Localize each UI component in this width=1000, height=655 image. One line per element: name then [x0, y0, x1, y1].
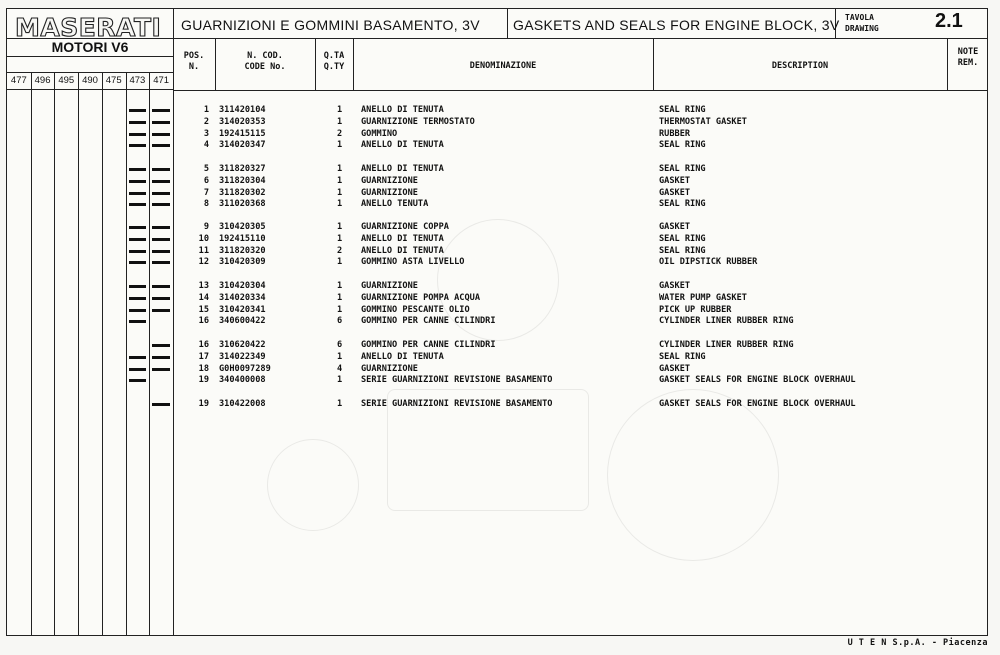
part-position: 16: [198, 340, 209, 350]
applicability-mark: [152, 344, 170, 347]
faint-diagram-circle: [607, 389, 779, 561]
applicability-mark: [129, 238, 147, 241]
drawing-label-it: TAVOLA: [845, 13, 874, 22]
part-quantity: 1: [337, 105, 343, 115]
part-position: 8: [203, 199, 209, 210]
part-denominazione: SERIE GUARNIZIONI REVISIONE BASAMENTO: [361, 399, 553, 409]
part-quantity: 1: [337, 222, 343, 232]
part-denominazione: GUARNIZIONE: [361, 187, 418, 198]
part-quantity: 2: [337, 245, 343, 256]
part-quantity: 4: [337, 363, 343, 374]
part-description: THERMOSTAT GASKET: [659, 116, 747, 127]
header-pos-line2: N.: [188, 62, 200, 72]
applicability-mark: [152, 297, 170, 300]
applicability-mark: [129, 168, 147, 171]
engines-models-divider: [7, 72, 173, 73]
part-description: SEAL RING: [659, 199, 706, 210]
header-denominazione: DENOMINAZIONE: [469, 61, 537, 71]
applicability-mark: [129, 309, 147, 312]
part-denominazione: SERIE GUARNIZIONI REVISIONE BASAMENTO: [361, 375, 553, 386]
part-position: 18: [198, 363, 209, 374]
part-code: 192415115: [219, 128, 266, 139]
header-description: DESCRIPTION: [771, 61, 829, 71]
part-denominazione: GUARNIZIONE TERMOSTATO: [361, 116, 475, 127]
part-code: 314022349: [219, 351, 266, 362]
part-description: SEAL RING: [659, 164, 706, 174]
applicability-mark: [152, 168, 170, 171]
part-description: GASKET SEALS FOR ENGINE BLOCK OVERHAUL: [659, 399, 856, 409]
part-code: 311820304: [219, 175, 266, 186]
part-description: SEAL RING: [659, 351, 706, 362]
applicability-mark: [152, 203, 170, 206]
part-description: GASKET SEALS FOR ENGINE BLOCK OVERHAUL: [659, 375, 856, 386]
engine-model-471: 471: [153, 75, 170, 86]
part-code: 310420341: [219, 304, 266, 315]
part-description: GASKET: [659, 175, 691, 186]
part-quantity: 1: [337, 140, 343, 151]
maserati-logo: MASERATI: [15, 13, 162, 42]
part-code: 310620422: [219, 340, 266, 350]
part-quantity: 6: [337, 340, 343, 350]
applicability-mark: [152, 238, 170, 241]
part-code: 311820327: [219, 164, 266, 174]
part-code: 314020334: [219, 292, 266, 303]
engine-model-495: 495: [58, 75, 75, 86]
part-description: SEAL RING: [659, 233, 706, 244]
part-code: 310420305: [219, 222, 266, 232]
part-description: CYLINDER LINER RUBBER RING: [659, 316, 794, 327]
part-description: CYLINDER LINER RUBBER RING: [659, 340, 794, 350]
part-code: 314020347: [219, 140, 266, 151]
part-quantity: 1: [337, 116, 343, 127]
applicability-mark: [152, 250, 170, 253]
part-denominazione: GUARNIZIONE: [361, 175, 418, 186]
part-denominazione: GUARNIZIONE: [361, 363, 418, 374]
part-quantity: 1: [337, 304, 343, 315]
part-position: 12: [198, 257, 209, 268]
part-quantity: 6: [337, 316, 343, 327]
part-position: 4: [203, 140, 209, 151]
part-description: WATER PUMP GASKET: [659, 292, 747, 303]
table-row: [7, 316, 989, 327]
header-pos: [173, 51, 215, 73]
part-position: 17: [198, 351, 209, 362]
part-denominazione: ANELLO DI TENUTA: [361, 233, 444, 244]
part-position: 6: [203, 175, 209, 186]
applicability-mark: [129, 109, 147, 112]
applicability-mark: [152, 180, 170, 183]
applicability-mark: [129, 368, 147, 371]
part-position: 15: [198, 304, 209, 315]
part-code: 192415110: [219, 233, 266, 244]
part-quantity: 1: [337, 351, 343, 362]
part-denominazione: GUARNIZIONE: [361, 281, 418, 291]
header-note-line1: NOTE: [957, 47, 979, 57]
part-denominazione: GUARNIZIONE POMPA ACQUA: [361, 292, 480, 303]
part-denominazione: GOMMINO ASTA LIVELLO: [361, 257, 465, 268]
applicability-mark: [152, 226, 170, 229]
applicability-mark: [129, 192, 147, 195]
part-denominazione: ANELLO DI TENUTA: [361, 140, 444, 151]
part-description: PICK UP RUBBER: [659, 304, 732, 315]
applicability-mark: [152, 144, 170, 147]
applicability-mark: [152, 133, 170, 136]
part-description: SEAL RING: [659, 105, 706, 115]
part-denominazione: ANELLO TENUTA: [361, 199, 429, 210]
part-quantity: 1: [337, 175, 343, 186]
engine-models-bottom-divider: [7, 89, 173, 90]
drawing-label-en: DRAWING: [845, 24, 879, 33]
header-notes: [947, 47, 989, 69]
applicability-mark: [152, 368, 170, 371]
part-denominazione: GOMMINO PER CANNE CILINDRI: [361, 340, 496, 350]
part-denominazione: ANELLO DI TENUTA: [361, 245, 444, 256]
part-quantity: 1: [337, 199, 343, 210]
header-qty-line1: Q.TA: [323, 51, 345, 61]
part-position: 1: [203, 105, 209, 115]
applicability-mark: [129, 180, 147, 183]
applicability-mark: [152, 309, 170, 312]
applicability-mark: [129, 379, 147, 382]
part-code: 311820320: [219, 245, 266, 256]
part-quantity: 1: [337, 281, 343, 291]
table-row: [7, 375, 989, 386]
part-position: 13: [198, 281, 209, 291]
publisher-footer: U T E N S.p.A. - Piacenza: [847, 638, 988, 648]
part-quantity: 1: [337, 257, 343, 268]
part-position: 19: [198, 375, 209, 386]
part-quantity: 1: [337, 399, 343, 409]
header-pos-line1: POS.: [183, 51, 205, 61]
part-code: 311820302: [219, 187, 266, 198]
header-code-line1: N. COD.: [247, 51, 283, 61]
part-code: 311420104: [219, 105, 266, 115]
header-qty-line2: Q.TY: [323, 62, 345, 72]
engine-model-475: 475: [105, 75, 122, 86]
part-position: 9: [203, 222, 209, 232]
table-header-divider: [173, 90, 987, 91]
part-position: 5: [203, 164, 209, 174]
part-code: 310422008: [219, 399, 266, 409]
applicability-mark: [152, 109, 170, 112]
applicability-mark: [129, 285, 147, 288]
part-position: 10: [198, 233, 209, 244]
part-description: OIL DIPSTICK RUBBER: [659, 257, 758, 268]
part-code: 340400008: [219, 375, 266, 386]
part-description: SEAL RING: [659, 245, 706, 256]
part-quantity: 1: [337, 233, 343, 244]
part-quantity: 1: [337, 164, 343, 174]
engine-model-473: 473: [129, 75, 146, 86]
parts-sheet: [6, 8, 988, 636]
applicability-mark: [152, 356, 170, 359]
part-quantity: 1: [337, 187, 343, 198]
engines-title: MOTORI V6: [51, 39, 129, 55]
part-position: 16: [198, 316, 209, 327]
applicability-mark: [129, 356, 147, 359]
part-denominazione: ANELLO DI TENUTA: [361, 164, 444, 174]
applicability-mark: [129, 261, 147, 264]
applicability-mark: [152, 261, 170, 264]
part-quantity: 2: [337, 128, 343, 139]
applicability-mark: [129, 203, 147, 206]
part-quantity: 1: [337, 375, 343, 386]
faint-diagram-circle: [267, 439, 359, 531]
title-english: GASKETS AND SEALS FOR ENGINE BLOCK, 3V: [513, 17, 840, 33]
header-code-line2: CODE No.: [244, 62, 286, 72]
part-code: 340600422: [219, 316, 266, 327]
applicability-mark: [129, 144, 147, 147]
part-position: 19: [198, 399, 209, 409]
part-code: 311020368: [219, 199, 266, 210]
part-denominazione: GUARNIZIONE COPPA: [361, 222, 449, 232]
engine-model-490: 490: [82, 75, 98, 86]
part-description: RUBBER: [659, 128, 691, 139]
part-code: 314020353: [219, 116, 266, 127]
part-denominazione: ANELLO DI TENUTA: [361, 105, 444, 115]
part-position: 2: [203, 116, 209, 127]
header-code: [215, 51, 315, 73]
applicability-mark: [129, 226, 147, 229]
part-position: 11: [198, 245, 209, 256]
part-description: GASKET: [659, 187, 691, 198]
applicability-mark: [152, 403, 170, 406]
title-divider: [507, 9, 508, 38]
applicability-mark: [152, 285, 170, 288]
part-denominazione: GOMMINO: [361, 128, 398, 139]
engine-model-477: 477: [10, 75, 27, 86]
part-code: 310420309: [219, 257, 266, 268]
applicability-mark: [129, 297, 147, 300]
part-position: 7: [203, 187, 209, 198]
part-denominazione: GOMMINO PER CANNE CILINDRI: [361, 316, 496, 327]
part-description: GASKET: [659, 281, 691, 291]
part-denominazione: ANELLO DI TENUTA: [361, 351, 444, 362]
part-position: 14: [198, 292, 209, 303]
engines-title-divider: [7, 56, 173, 57]
applicability-mark: [129, 121, 147, 124]
part-code: 310420304: [219, 281, 266, 291]
part-position: 3: [203, 128, 209, 139]
applicability-mark: [129, 133, 147, 136]
title-italian: GUARNIZIONI E GOMMINI BASAMENTO, 3V: [181, 17, 480, 33]
part-denominazione: GOMMINO PESCANTE OLIO: [361, 304, 470, 315]
applicability-mark: [129, 320, 147, 323]
part-code: G0H0097289: [219, 363, 271, 374]
applicability-mark: [129, 250, 147, 253]
header-qty: [315, 51, 353, 73]
header-note-line2: REM.: [957, 58, 979, 68]
part-description: GASKET: [659, 222, 691, 232]
applicability-mark: [152, 121, 170, 124]
applicability-mark: [152, 192, 170, 195]
engine-model-496: 496: [34, 75, 51, 86]
part-description: SEAL RING: [659, 140, 706, 151]
part-quantity: 1: [337, 292, 343, 303]
drawing-number: 2.1: [935, 10, 963, 32]
part-description: GASKET: [659, 363, 691, 374]
